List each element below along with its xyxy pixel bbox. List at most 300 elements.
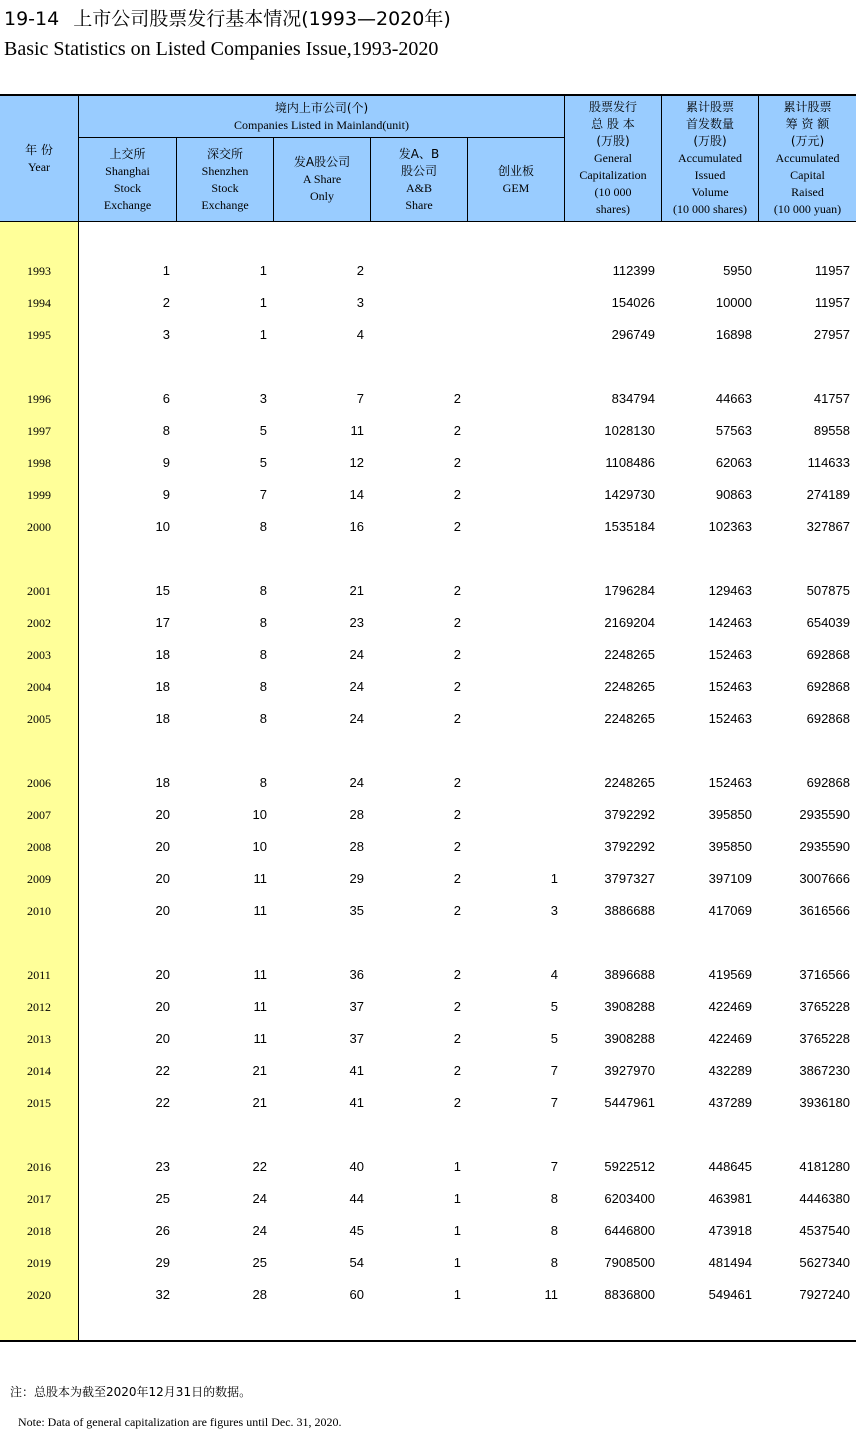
cell-shenzhen: 1 <box>259 327 267 342</box>
cell-year: 2007 <box>27 808 51 822</box>
table-row <box>0 510 856 542</box>
header-shanghai <box>79 138 176 221</box>
table-row <box>0 1022 856 1054</box>
cell-issued-volume: 463981 <box>708 1191 752 1206</box>
cell-capitalization: 5922512 <box>604 1159 655 1174</box>
header-vol-en-3: Volume <box>691 185 729 199</box>
cell-year: 1995 <box>27 328 51 342</box>
cell-shanghai: 15 <box>155 583 170 598</box>
cell-year: 2012 <box>27 1000 51 1014</box>
table-row <box>0 638 856 670</box>
cell-shenzhen: 1 <box>259 263 267 278</box>
header-raised-en-3: Raised <box>791 185 824 199</box>
cell-capitalization: 3908288 <box>604 999 655 1014</box>
cell-shenzhen: 11 <box>253 999 267 1014</box>
header-cap-cn-1: 股票发行 <box>588 100 637 114</box>
header-shenzhen-en-2: Stock <box>211 180 239 195</box>
cell-issued-volume: 10000 <box>715 295 752 310</box>
cell-issued-volume: 448645 <box>708 1159 752 1174</box>
cell-ab-share: 2 <box>453 519 461 534</box>
cell-capitalization: 834794 <box>611 391 655 406</box>
header-ab-share-cn-2: 股公司 <box>400 163 437 178</box>
cell-ab-share: 2 <box>453 423 461 438</box>
cell-capital-raised: 692868 <box>806 679 850 694</box>
cell-issued-volume: 44663 <box>715 391 752 406</box>
header-a-share-en-2: Only <box>310 189 334 203</box>
cell-a-share: 41 <box>349 1095 364 1110</box>
cell-a-share: 16 <box>349 519 364 534</box>
header-shenzhen <box>177 138 273 221</box>
cell-capital-raised: 3867230 <box>799 1063 850 1078</box>
cell-ab-share: 2 <box>453 455 461 470</box>
cell-gem: 7 <box>550 1095 558 1110</box>
header-issued-volume <box>662 96 758 221</box>
header-raised-en-1: Accumulated <box>775 151 840 165</box>
cell-shenzhen: 21 <box>252 1095 267 1110</box>
cell-a-share: 7 <box>356 391 364 406</box>
cell-capital-raised: 11957 <box>814 263 850 278</box>
header-ab-share <box>371 138 467 221</box>
cell-capitalization: 1028130 <box>604 423 655 438</box>
cell-year: 2010 <box>27 904 51 918</box>
cell-capitalization: 3792292 <box>604 807 655 822</box>
cell-issued-volume: 152463 <box>708 679 752 694</box>
title-cn-text: 上市公司股票发行基本情况(1993—2020年) <box>73 8 451 30</box>
cell-capitalization: 6203400 <box>604 1191 655 1206</box>
table-row <box>0 1278 856 1310</box>
cell-shenzhen: 11 <box>253 1031 267 1046</box>
cell-capitalization: 3927970 <box>604 1063 655 1078</box>
header-a-share-en-1: A Share <box>302 172 342 186</box>
cell-shanghai: 3 <box>162 327 170 342</box>
cell-a-share: 28 <box>349 839 364 854</box>
header-ab-share-cn-1: 发A、B <box>398 146 440 161</box>
cell-ab-share: 2 <box>453 903 461 918</box>
statistics-table <box>0 94 856 1343</box>
header-year-en: Year <box>27 159 51 174</box>
cell-issued-volume: 417069 <box>708 903 752 918</box>
cell-capital-raised: 41757 <box>813 391 850 406</box>
cell-shenzhen: 11 <box>253 871 267 886</box>
table-row <box>0 478 856 510</box>
header-vol-cn-3: (万股) <box>693 134 727 148</box>
header-raised-en-2: Capital <box>790 168 825 182</box>
cell-capitalization: 6446800 <box>604 1223 655 1238</box>
cell-ab-share: 1 <box>453 1287 461 1302</box>
cell-a-share: 60 <box>349 1287 364 1302</box>
cell-year: 1999 <box>27 488 51 502</box>
cell-a-share: 11 <box>350 423 364 438</box>
cell-capitalization: 3797327 <box>604 871 655 886</box>
cell-a-share: 14 <box>349 487 364 502</box>
cell-ab-share: 1 <box>453 1191 461 1206</box>
page-title-cn <box>4 4 451 31</box>
cell-capital-raised: 507875 <box>806 583 850 598</box>
cell-shenzhen: 24 <box>252 1191 267 1206</box>
cell-issued-volume: 152463 <box>708 711 752 726</box>
cell-shenzhen: 11 <box>253 967 267 982</box>
header-shanghai-cn: 上交所 <box>109 146 146 161</box>
table-row <box>0 1182 856 1214</box>
cell-capitalization: 3896688 <box>604 967 655 982</box>
cell-issued-volume: 142463 <box>708 615 752 630</box>
header-year-cn: 年 份 <box>25 142 53 157</box>
cell-ab-share: 2 <box>453 871 461 886</box>
header-shanghai-en-1: Shanghai <box>105 163 150 178</box>
table-row <box>0 1214 856 1246</box>
cell-issued-volume: 16898 <box>715 327 752 342</box>
cell-issued-volume: 422469 <box>708 1031 752 1046</box>
table-row <box>0 286 856 318</box>
cell-shanghai: 20 <box>155 967 170 982</box>
cell-shanghai: 32 <box>155 1287 170 1302</box>
table-bottom-rule <box>0 1340 856 1342</box>
table-row <box>0 1150 856 1182</box>
cell-a-share: 41 <box>349 1063 364 1078</box>
cell-shenzhen: 22 <box>252 1159 267 1174</box>
cell-issued-volume: 395850 <box>708 807 752 822</box>
cell-shanghai: 26 <box>155 1223 170 1238</box>
cell-capital-raised: 27957 <box>813 327 850 342</box>
cell-shanghai: 20 <box>155 807 170 822</box>
cell-shenzhen: 5 <box>259 423 267 438</box>
header-raised-cn-3: (万元) <box>790 134 825 148</box>
cell-issued-volume: 549461 <box>708 1287 752 1302</box>
table-row <box>0 798 856 830</box>
cell-ab-share: 2 <box>453 711 461 726</box>
cell-ab-share: 2 <box>453 775 461 790</box>
header-raised-cn-1: 累计股票 <box>783 100 832 114</box>
table-number: 19-14 <box>4 8 60 30</box>
cell-issued-volume: 437289 <box>708 1095 752 1110</box>
cell-ab-share: 1 <box>453 1159 461 1174</box>
cell-shanghai: 20 <box>155 871 170 886</box>
cell-issued-volume: 432289 <box>708 1063 752 1078</box>
cell-capital-raised: 3765228 <box>799 999 850 1014</box>
cell-shenzhen: 25 <box>252 1255 267 1270</box>
cell-shanghai: 18 <box>155 679 170 694</box>
header-cap-cn-3: (万股) <box>596 134 630 148</box>
cell-shanghai: 6 <box>162 391 170 406</box>
cell-a-share: 40 <box>349 1159 364 1174</box>
cell-capitalization: 1429730 <box>604 487 655 502</box>
cell-a-share: 12 <box>349 455 364 470</box>
table-row <box>0 670 856 702</box>
cell-ab-share: 1 <box>453 1223 461 1238</box>
cell-ab-share: 2 <box>453 807 461 822</box>
header-group-en: Companies Listed in Mainland(unit) <box>234 117 409 132</box>
cell-capital-raised: 4181280 <box>799 1159 850 1174</box>
table-row <box>0 1246 856 1278</box>
cell-shanghai: 9 <box>162 487 170 502</box>
cell-shanghai: 22 <box>155 1095 170 1110</box>
cell-capitalization: 1535184 <box>604 519 655 534</box>
cell-capital-raised: 692868 <box>806 647 850 662</box>
cell-capital-raised: 4537540 <box>799 1223 850 1238</box>
cell-capital-raised: 3616566 <box>799 903 850 918</box>
cell-capital-raised: 654039 <box>806 615 850 630</box>
cell-year: 2000 <box>27 520 51 534</box>
cell-gem: 1 <box>550 871 558 886</box>
cell-gem: 8 <box>550 1191 558 1206</box>
table-row <box>0 990 856 1022</box>
cell-issued-volume: 5950 <box>723 263 752 278</box>
cell-capital-raised: 3936180 <box>799 1095 850 1110</box>
header-shenzhen-en-3: Exchange <box>201 197 249 212</box>
cell-capital-raised: 327867 <box>806 519 850 534</box>
cell-capitalization: 1108486 <box>605 455 655 470</box>
cell-gem: 8 <box>550 1223 558 1238</box>
cell-a-share: 44 <box>349 1191 364 1206</box>
cell-year: 2020 <box>27 1288 51 1302</box>
header-raised-cn-2: 筹 资 额 <box>785 117 830 131</box>
cell-year: 2004 <box>27 680 51 694</box>
cell-shanghai: 23 <box>155 1159 170 1174</box>
header-shenzhen-cn: 深交所 <box>206 146 243 161</box>
cell-gem: 8 <box>550 1255 558 1270</box>
cell-year: 2005 <box>27 712 51 726</box>
table-row <box>0 958 856 990</box>
header-a-share <box>274 138 370 221</box>
cell-year: 2013 <box>27 1032 51 1046</box>
cell-shanghai: 10 <box>155 519 170 534</box>
cell-a-share: 24 <box>349 775 364 790</box>
cell-ab-share: 2 <box>453 1031 461 1046</box>
cell-shenzhen: 11 <box>253 903 267 918</box>
cell-shanghai: 8 <box>162 423 170 438</box>
cell-issued-volume: 473918 <box>708 1223 752 1238</box>
header-cap-en-2: Capitalization <box>579 168 647 182</box>
cell-shenzhen: 3 <box>259 391 267 406</box>
cell-year: 1996 <box>27 392 51 406</box>
cell-year: 2001 <box>27 584 51 598</box>
cell-capital-raised: 89558 <box>813 423 850 438</box>
cell-gem: 7 <box>550 1063 558 1078</box>
cell-year: 1997 <box>27 424 51 438</box>
cell-issued-volume: 57563 <box>715 423 752 438</box>
cell-shenzhen: 10 <box>252 839 267 854</box>
cell-shenzhen: 1 <box>259 295 267 310</box>
cell-shenzhen: 5 <box>259 455 267 470</box>
cell-capitalization: 7908500 <box>604 1255 655 1270</box>
header-gem-cn: 创业板 <box>497 163 534 178</box>
cell-shenzhen: 28 <box>252 1287 267 1302</box>
header-capitalization <box>565 96 661 221</box>
table-row <box>0 830 856 862</box>
cell-capitalization: 8836800 <box>604 1287 655 1302</box>
cell-ab-share: 2 <box>453 647 461 662</box>
cell-capital-raised: 11957 <box>814 295 850 310</box>
cell-issued-volume: 419569 <box>708 967 752 982</box>
cell-capital-raised: 2935590 <box>799 839 850 854</box>
cell-ab-share: 2 <box>453 1063 461 1078</box>
cell-shanghai: 18 <box>155 711 170 726</box>
cell-a-share: 54 <box>349 1255 364 1270</box>
table-row <box>0 1054 856 1086</box>
cell-ab-share: 1 <box>453 1255 461 1270</box>
cell-gem: 7 <box>550 1159 558 1174</box>
cell-shanghai: 9 <box>162 455 170 470</box>
cell-year: 2017 <box>27 1192 51 1206</box>
cell-gem: 4 <box>550 967 558 982</box>
header-cap-en-3: (10 000 <box>594 185 632 199</box>
cell-shenzhen: 21 <box>252 1063 267 1078</box>
cell-year: 2002 <box>27 616 51 630</box>
cell-issued-volume: 90863 <box>715 487 752 502</box>
header-cap-cn-2: 总 股 本 <box>591 117 635 131</box>
cell-shenzhen: 8 <box>259 615 267 630</box>
cell-capital-raised: 7927240 <box>799 1287 850 1302</box>
cell-a-share: 24 <box>349 679 364 694</box>
header-vol-en-1: Accumulated <box>678 151 742 165</box>
cell-ab-share: 2 <box>453 615 461 630</box>
header-bottom-rule <box>0 221 856 222</box>
cell-shenzhen: 8 <box>259 647 267 662</box>
cell-year: 2011 <box>27 968 51 982</box>
cell-shanghai: 20 <box>155 1031 170 1046</box>
header-ab-share-en-2: Share <box>405 197 433 212</box>
cell-capitalization: 2248265 <box>604 679 655 694</box>
cell-issued-volume: 129463 <box>708 583 752 598</box>
cell-a-share: 37 <box>349 1031 364 1046</box>
cell-ab-share: 2 <box>453 487 461 502</box>
cell-gem: 5 <box>550 999 558 1014</box>
cell-ab-share: 2 <box>453 679 461 694</box>
cell-capitalization: 3908288 <box>604 1031 655 1046</box>
cell-capitalization: 3886688 <box>604 903 655 918</box>
header-gem <box>468 138 564 221</box>
cell-issued-volume: 152463 <box>708 775 752 790</box>
cell-a-share: 28 <box>349 807 364 822</box>
cell-year: 1994 <box>27 296 51 310</box>
cell-year: 2015 <box>27 1096 51 1110</box>
header-gem-en: GEM <box>502 180 530 195</box>
header-shenzhen-en-1: Shenzhen <box>201 163 249 178</box>
cell-ab-share: 2 <box>453 391 461 406</box>
cell-gem: 3 <box>550 903 558 918</box>
cell-shenzhen: 8 <box>259 679 267 694</box>
cell-shanghai: 22 <box>155 1063 170 1078</box>
page-title-en: Basic Statistics on Listed Companies Issue,1993-2020 <box>4 38 439 60</box>
cell-capitalization: 2248265 <box>604 711 655 726</box>
table-row <box>0 254 856 286</box>
cell-issued-volume: 102363 <box>708 519 752 534</box>
cell-shanghai: 18 <box>155 647 170 662</box>
cell-ab-share: 2 <box>453 1095 461 1110</box>
cell-shenzhen: 8 <box>259 711 267 726</box>
cell-year: 2006 <box>27 776 51 790</box>
cell-ab-share: 2 <box>453 583 461 598</box>
cell-shanghai: 2 <box>162 295 170 310</box>
cell-a-share: 24 <box>349 647 364 662</box>
header-vol-en-2: Issued <box>694 168 726 182</box>
cell-capital-raised: 5627340 <box>799 1255 850 1270</box>
cell-capitalization: 1796284 <box>604 583 655 598</box>
cell-a-share: 23 <box>349 615 364 630</box>
cell-shenzhen: 7 <box>259 487 267 502</box>
cell-year: 2003 <box>27 648 51 662</box>
cell-shanghai: 1 <box>162 263 170 278</box>
header-raised-en-4: (10 000 yuan) <box>773 202 842 216</box>
table-row <box>0 382 856 414</box>
cell-issued-volume: 481494 <box>708 1255 752 1270</box>
cell-a-share: 24 <box>349 711 364 726</box>
table-row <box>0 862 856 894</box>
cell-a-share: 3 <box>356 295 364 310</box>
cell-a-share: 45 <box>349 1223 364 1238</box>
table-row <box>0 766 856 798</box>
cell-capital-raised: 692868 <box>806 775 850 790</box>
cell-capitalization: 5447961 <box>604 1095 655 1110</box>
header-group-cn: 境内上市公司(个) <box>274 100 369 115</box>
cell-a-share: 21 <box>349 583 364 598</box>
header-shanghai-en-2: Stock <box>113 180 142 195</box>
cell-year: 2016 <box>27 1160 51 1174</box>
cell-year: 2008 <box>27 840 51 854</box>
cell-capitalization: 2248265 <box>604 647 655 662</box>
header-ab-share-en-1: A&B <box>405 180 432 195</box>
footnote-cn: 注：总股本为截至2020年12月31日的数据。 <box>10 1385 252 1399</box>
header-year <box>0 96 78 221</box>
cell-ab-share: 2 <box>453 839 461 854</box>
cell-capitalization: 112399 <box>612 263 655 278</box>
cell-year: 2018 <box>27 1224 51 1238</box>
cell-a-share: 37 <box>349 999 364 1014</box>
cell-year: 2014 <box>27 1064 51 1078</box>
table-row <box>0 446 856 478</box>
cell-issued-volume: 152463 <box>708 647 752 662</box>
cell-capital-raised: 3007666 <box>799 871 850 886</box>
cell-shanghai: 20 <box>155 999 170 1014</box>
cell-capitalization: 3792292 <box>604 839 655 854</box>
cell-shenzhen: 10 <box>252 807 267 822</box>
footnote-en: Note: Data of general capitalization are figures until Dec. 31, 2020. <box>18 1415 342 1429</box>
table-row <box>0 414 856 446</box>
table-row <box>0 606 856 638</box>
cell-a-share: 29 <box>349 871 364 886</box>
table-row <box>0 894 856 926</box>
cell-shanghai: 25 <box>155 1191 170 1206</box>
cell-capital-raised: 4446380 <box>799 1191 850 1206</box>
cell-capitalization: 296749 <box>611 327 655 342</box>
table-row <box>0 574 856 606</box>
cell-year: 2009 <box>27 872 51 886</box>
header-cap-en-1: General <box>594 151 632 165</box>
cell-shanghai: 20 <box>155 839 170 854</box>
cell-shenzhen: 24 <box>252 1223 267 1238</box>
header-cap-en-4: shares) <box>596 202 630 216</box>
cell-issued-volume: 397109 <box>708 871 752 886</box>
header-a-share-cn: 发A股公司 <box>293 155 351 169</box>
cell-year: 1998 <box>27 456 51 470</box>
table-row <box>0 1086 856 1118</box>
cell-shenzhen: 8 <box>259 775 267 790</box>
header-group-mainland <box>79 96 564 137</box>
header-capital-raised <box>759 96 856 221</box>
header-vol-cn-1: 累计股票 <box>685 100 734 114</box>
cell-a-share: 4 <box>356 327 364 342</box>
cell-issued-volume: 395850 <box>708 839 752 854</box>
cell-a-share: 35 <box>349 903 364 918</box>
cell-ab-share: 2 <box>453 967 461 982</box>
cell-capital-raised: 114633 <box>807 455 850 470</box>
cell-shanghai: 20 <box>155 903 170 918</box>
header-vol-cn-2: 首发数量 <box>685 117 734 131</box>
header-vol-en-4: (10 000 shares) <box>673 202 747 216</box>
cell-gem: 5 <box>550 1031 558 1046</box>
cell-issued-volume: 62063 <box>715 455 752 470</box>
cell-year: 1993 <box>27 264 51 278</box>
